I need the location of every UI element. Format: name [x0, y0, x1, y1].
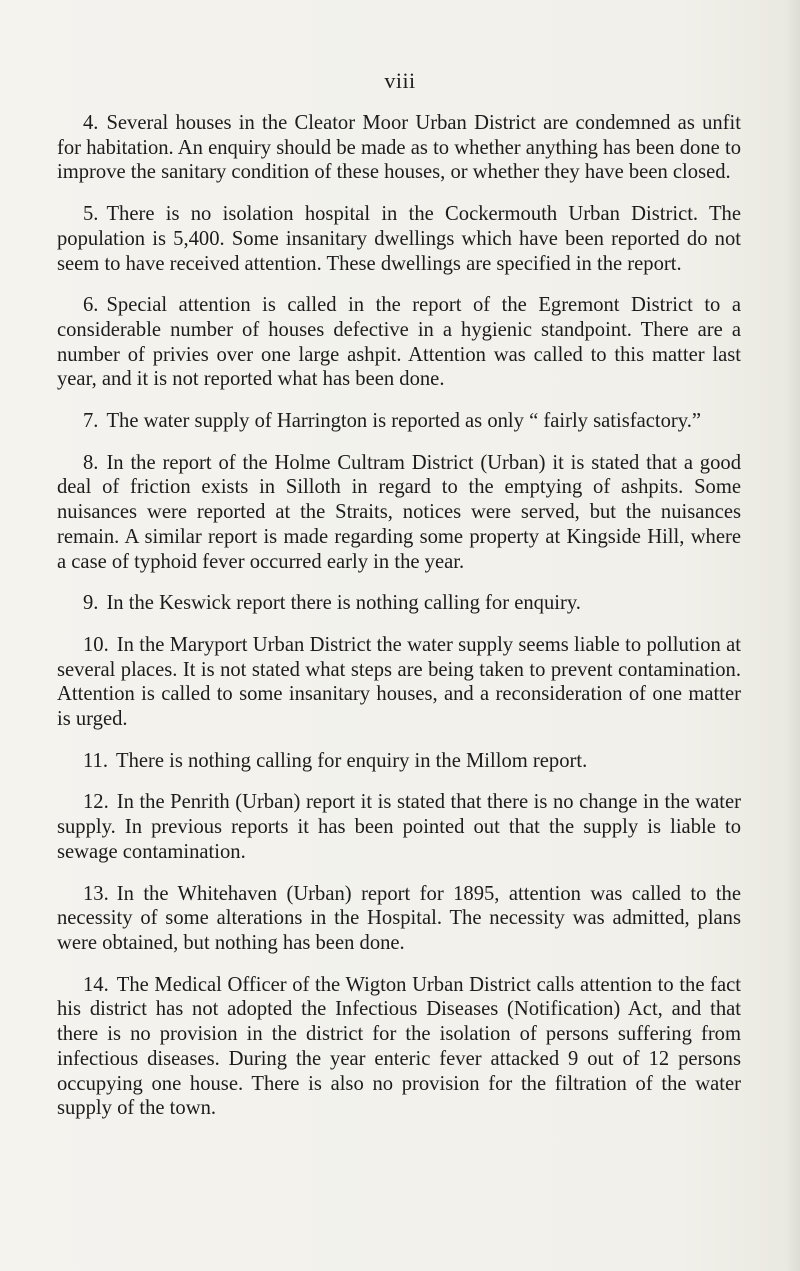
paragraph-5	[57, 202, 741, 276]
paragraph-8	[57, 451, 741, 575]
paragraph-text: The water supply of Harrington is reported as only “ fairly satisfactory.”	[106, 410, 701, 433]
paragraph-number: 7.	[83, 410, 99, 433]
page-number: viii	[384, 68, 416, 93]
paragraph-number: 4.	[83, 112, 99, 134]
paragraph-text: There is nothing calling for enquiry in the Millom report.	[115, 749, 588, 772]
paragraph-number: 10.	[83, 633, 109, 656]
paragraph-11	[57, 749, 741, 774]
paragraph-number: 5.	[83, 203, 99, 226]
paragraph-number: 13.	[83, 882, 109, 905]
paragraph-number: 12.	[83, 791, 109, 814]
paragraph-4	[57, 111, 741, 185]
paragraph-text: In the report of the Holme Cultram District (Urban) it is stated that a good deal of friction exists in Silloth in regard to the emptying of ashpits. Some nuisances were reported at the Straits, notices were served, but the nuisances remain. A similar report is made regarding some property at Kingside Hill, where a case of typhoid fever occurred early in the year.	[57, 451, 741, 573]
paragraph-text: In the Keswick report there is nothing calling for enquiry.	[106, 592, 581, 615]
page-body	[57, 111, 741, 1138]
paragraph-14	[57, 973, 741, 1121]
paragraph-7	[57, 409, 741, 434]
paragraph-9	[57, 591, 741, 616]
paragraph-10	[57, 633, 741, 732]
paragraph-number: 11.	[83, 749, 108, 772]
page-edge-shadow	[786, 0, 800, 1271]
paragraph-text: Special attention is called in the report of the Egremont District to a considerable number of houses defective in a hygienic standpoint. There are a number of privies over one large ashpit. Attention was called to this matter last year, and it is not reported what has been done.	[57, 294, 741, 391]
paragraph-number: 8.	[83, 451, 99, 474]
paragraph-number: 9.	[83, 592, 99, 615]
paragraph-6	[57, 293, 741, 392]
paragraph-text: The Medical Officer of the Wigton Urban District calls attention to the fact his district has not adopted the Infectious Diseases (Notification) Act, and that there is no provision in the district for the isolation of persons suffering from infectious diseases. During the year enteric fever attacked 9 out of 12 persons occupying one house. There is also no provision for the filtration of the water supply of the town.	[57, 973, 741, 1120]
paragraph-13	[57, 882, 741, 956]
paragraph-number: 6.	[83, 294, 99, 317]
paragraph-text: Several houses in the Cleator Moor Urban District are condemned as unfit for habitation. An enquiry should be made as to whether anything has been done to improve the sanitary condition of these houses, or whether they have been closed.	[57, 112, 741, 184]
paragraph-text: There is no isolation hospital in the Cockermouth Urban District. The population is 5,400. Some insanitary dwellings which have been reported do not seem to have received attention. These dwellings are specified in the report.	[57, 203, 741, 275]
paragraph-12	[57, 790, 741, 864]
paragraph-number: 14.	[83, 973, 109, 996]
paragraph-text: In the Maryport Urban District the water supply seems liable to pollution at several places. It is not stated what steps are being taken to prevent contamination. Attention is called to some insanitary houses, and a reconsideration of one matter is urged.	[57, 633, 741, 731]
paragraph-text: In the Whitehaven (Urban) report for 1895, attention was called to the necessity of some alterations in the Hospital. The necessity was admitted, plans were obtained, but nothing has been done.	[57, 882, 741, 954]
paragraph-text: In the Penrith (Urban) report it is stated that there is no change in the water supply. In previous reports it has been pointed out that the supply is liable to sewage contamination.	[57, 791, 741, 863]
